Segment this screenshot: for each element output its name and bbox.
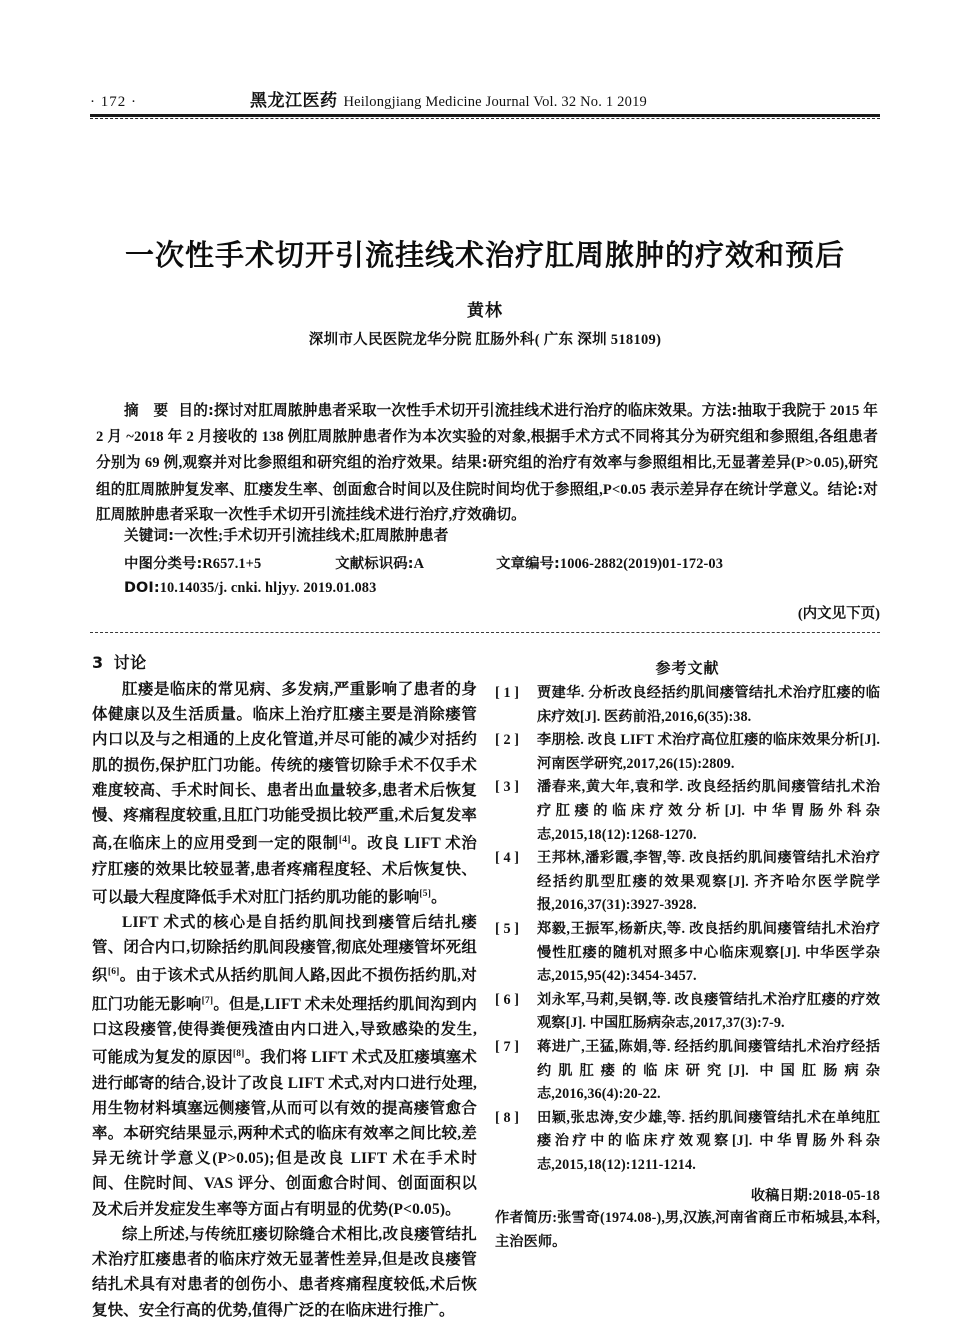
citation-marker: [7] [201,995,214,1006]
reference-number: [ 2 ] [495,732,520,749]
author-bio-line [495,1207,880,1254]
reference-number: [ 6 ] [495,991,520,1008]
classification-line [124,552,884,573]
author-bio-label: 作者简历: [495,1210,558,1227]
running-head [90,86,880,112]
page-folio: · 172 · [90,94,137,110]
reference-text: 刘永军,马莉,吴钢,等. 改良瘘管结扎术治疗肛瘘的疗效观察[J]. 中国肛肠病杂志,2017,37(3):7-9. [537,991,880,1032]
keywords-line [124,524,884,545]
journal-name-english: Heilongjiang Medicine Journal Vol. 32 No. 1 2019 [343,94,647,110]
abstract-results-label: 结果: [451,454,488,471]
body-column-left [92,650,477,1323]
reference-text: 蒋进广,王猛,陈娟,等. 经括约肌间瘘管结扎术治疗经括约肌肛瘘的临床研究[J]. 中国肛肠病杂志,2016,36(4):20-22. [537,1038,880,1103]
abstract-objective-text: 探讨对肛周脓肿患者采取一次性手术切开引流挂线术进行治疗的临床效果。 [213,403,702,419]
citation-marker: [6] [107,967,120,978]
reference-item [495,847,880,918]
reference-item [495,729,880,776]
abstract-body-separator [90,632,880,633]
clc-label: 中图分类号: [124,556,203,572]
doi-label: DOI: [124,580,160,596]
received-date-line [495,1185,880,1205]
keywords-label: 关键词: [124,527,175,544]
reference-text: 王邦林,潘彩霞,李智,等. 改良括约肌间瘘管结扎术治疗经括约肌型肛瘘的效果观察[J]. 齐齐哈尔医学院学报,2016,37(31):3927-3928. [537,850,880,914]
section-heading-discussion [92,650,477,673]
article-id-value: 1006-2882(2019)01-172-03 [559,556,723,572]
abstract-conclusion-label: 结论: [827,480,864,498]
references-heading: 参考文献 [655,659,720,677]
abstract-methods-text: 抽取于我院于 2015 年 2 月 ~2018 年 2 月接收的 138 例肛周脓肿患者作为本次实验的对象,根据手术方式不同将其分为研究组和参照组,各组患者分别为 69 例,观察并对比参照组和研究组的治疗效果。 [96,403,878,471]
author-affiliation: 深圳市人民医院龙华分院 肛肠外科( 广东 深圳 518109) [308,332,662,348]
citation-marker: [4] [338,835,351,846]
body-paragraph: LIFT 术式的核心是自括约肌间找到瘘管后结扎瘘管、闭合内口,切除括约肌间段瘘管,彻底处理瘘管坏死组织[6]。由于该术式从括约肌间人路,因此不损伤括约肌,对肛门功能无影响[7]。但是,LIFT 术未处理括约肌间沟到内口这段瘘管,使得粪便残渣由内口进入,导致感染的发生,可能成为复发的原因[8]。我们将 LIFT 术式及肛瘘填塞术进行邮寄的结合,设计了改良 LIFT 术式,对内口进行处理,用生物材料填塞远侧瘘管,从而可以有效的提高瘘管愈合率。本研究结果显示,两种术式的临床有效率之间比较,差异无统计学意义(P>0.05);但是改良 LIFT 术在手术时间、住院时间、VAS 评分、创面愈合时间、创面面积以及术后并发症发生率等方面占有明显的优势(P<0.05)。 [92,914,477,1218]
reference-item [495,776,880,847]
reference-number: [ 5 ] [495,920,520,937]
reference-number: [ 8 ] [495,1109,520,1126]
article-title: 一次性手术切开引流挂线术治疗肛周脓肿的疗效和预后 [124,238,845,273]
see-next-page-note: (内文见下页) [797,606,880,622]
abstract-conclusion-text: 对肛周脓肿患者采取一次性手术切开引流挂线术进行治疗,疗效确切。 [96,481,878,523]
reference-item [495,1107,880,1178]
document-code-value: A [413,556,425,572]
reference-number: [ 3 ] [495,779,520,796]
reference-item [495,989,880,1036]
body-paragraph: 综上所述,与传统肛瘘切除缝合术相比,改良瘘管结扎术治疗肛瘘患者的临床疗效无显著性差异,但是改良瘘管结扎术具有对患者的创伤小、患者疼痛程度较低,术后恢复快、安全行高的优势,值得广泛的在临床进行推广。 [92,1225,477,1319]
reference-text: 田颖,张忠涛,安少雄,等. 括约肌间瘘管结扎术在单纯肛瘘治疗中的临床疗效观察[J]. 中华胃肠外科杂志,2015,18(12):1211-1214. [537,1109,880,1173]
reference-text: 李朋桧. 改良 LIFT 术治疗高位肛瘘的临床效果分析[J]. 河南医学研究,2017,26(15):2809. [537,732,880,772]
doi-value: 10.14035/j. cnki. hljyy. 2019.01.083 [159,580,377,596]
reference-item [495,682,880,729]
reference-text: 贾建华. 分析改良经括约肌间瘘管结扎术治疗肛瘘的临床疗效[J]. 医药前沿,2016,6(35):38. [537,685,880,725]
reference-text: 潘春来,黄大年,袁和学. 改良经括约肌间瘘管结扎术治疗肛瘘的临床疗效分析[J]. 中华胃肠外科杂志,2015,18(12):1268-1270. [537,779,880,843]
abstract-label: 摘 要 [124,402,169,419]
received-label: 收稿日期: [750,1188,813,1205]
reference-item [495,918,880,989]
article-author: 黄林 [467,301,503,321]
abstract-results-text: 研究组的治疗有效率与参照组相比,无显著差异(P>0.05),研究组的肛周脓肿复发率、肛瘘发生率、创面愈合时间以及住院时间均优于参照组,P<0.05 表示差异存在统计学意义。 [96,455,878,498]
journal-masthead [250,86,647,111]
article-id-label: 文章编号: [496,556,560,572]
doi-line [124,580,884,597]
abstract-objective-label: 目的: [178,402,214,419]
header-rule-thick [90,114,880,117]
citation-marker: [8] [232,1049,245,1060]
body-paragraph: 肛瘘是临床的常见病、多发病,严重影响了患者的身体健康以及生活质量。临床上治疗肛瘘主要是消除瘘管内口以及与之相通的上皮化管道,并尽可能的减少对括约肌的损伤,保护肛门功能。传统的瘘管切除手术不仅手术难度较高、手术时间长、患者出血量较多,患者术后恢复慢、疼痛程度较重,且肛门功能受损比较严重,术后复发率高,在临床上的应用受到一定的限制[4]。改良 LIFT 术治疗肛瘘的效果比较显著,患者疼痛程度轻、术后恢复快、可以最大程度降低手术对肛门括约肌功能的影响[5]。 [92,681,477,906]
section-title: 讨论 [113,653,147,672]
reference-number: [ 4 ] [495,850,520,867]
abstract-paragraph [96,398,878,529]
reference-item [495,1036,880,1107]
citation-marker: [5] [419,888,432,899]
abstract-block [96,398,878,529]
clc-value: R657.1+5 [202,556,262,572]
reference-number: [ 7 ] [495,1038,520,1055]
body-column-right [495,650,880,1254]
received-date: 2018-05-18 [812,1188,880,1205]
section-number: 3 [92,653,104,672]
keywords-text: 一次性;手术切开引流挂线术;肛周脓肿患者 [174,528,449,544]
author-bio-text: 张雪奇(1974.08-),男,汉族,河南省商丘市柘城县,本科,主治医师。 [495,1210,880,1250]
journal-name-chinese: 黑龙江医药 [250,91,338,111]
document-code-label: 文献标识码: [335,556,414,572]
abstract-methods-label: 方法: [701,402,738,419]
reference-text: 郑毅,王振军,杨新庆,等. 改良括约肌间瘘管结扎术治疗慢性肛瘘的随机对照多中心临床观察[J]. 中华医学杂志,2015,95(42):3454-3457. [537,920,880,985]
header-rule-dashed [90,118,880,119]
reference-number: [ 1 ] [495,685,520,701]
